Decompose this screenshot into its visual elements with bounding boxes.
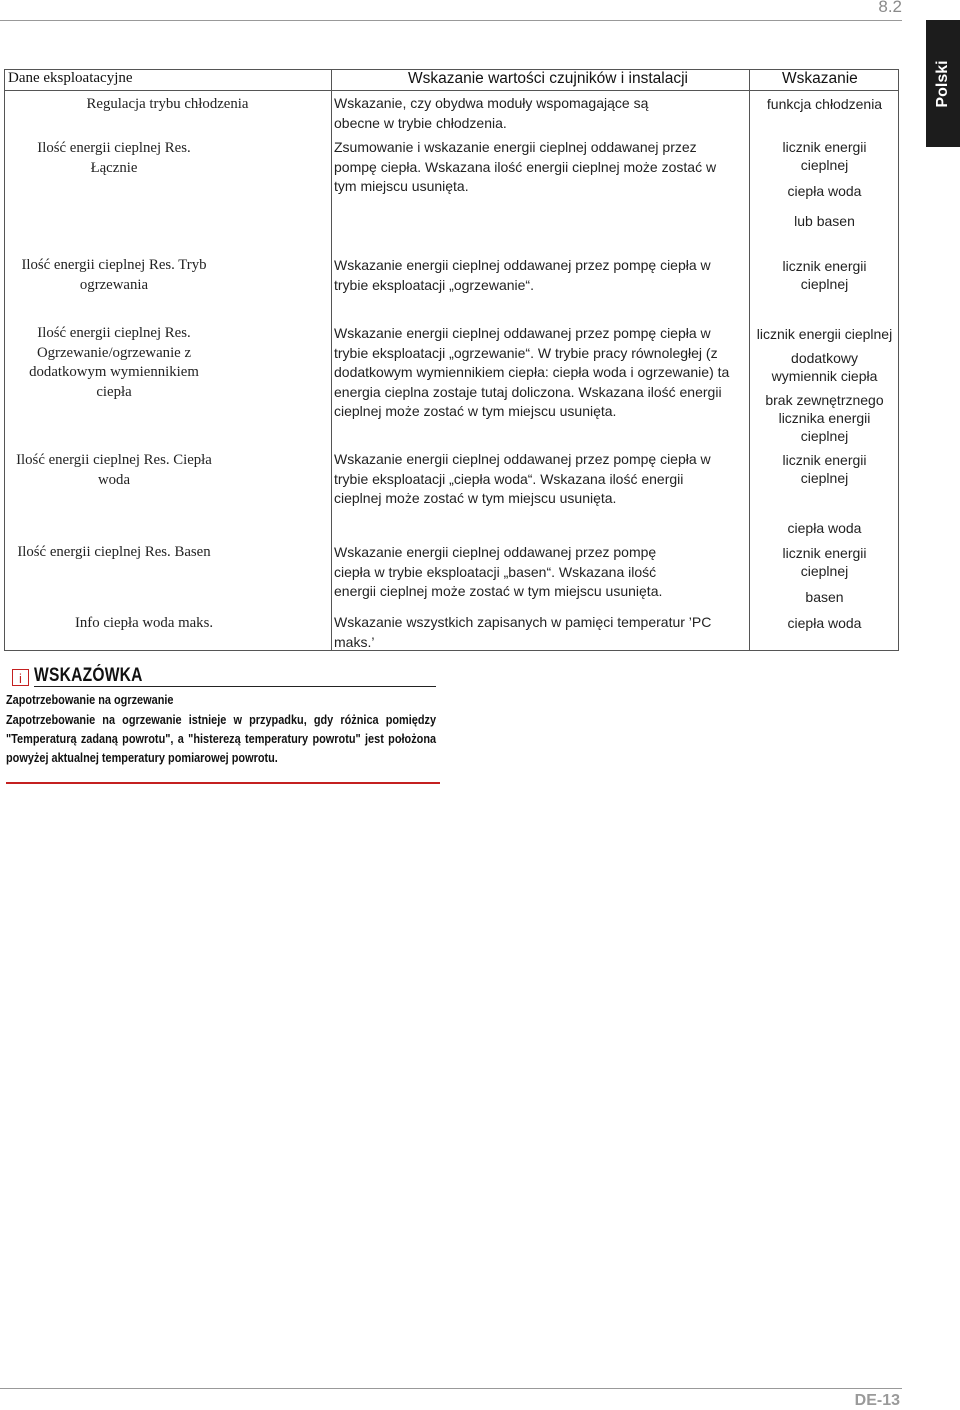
language-tab	[926, 20, 960, 147]
row-label: Info ciepła woda maks.	[74, 615, 214, 631]
note-subtitle: Zapotrzebowanie na ogrzewanie	[6, 692, 174, 707]
row-description: Zsumowanie i wskazanie energii cieplnej oddawanej przez pompę ciepła. Wskazana ilość energii cieplnej może zostać w tym miejscu usunięta.	[334, 139, 717, 194]
row-indication	[750, 451, 899, 537]
row-label: Ilość energii cieplnej Res. Łącznie	[37, 140, 191, 176]
indication-text: dodatkowy wymiennik ciepła	[771, 350, 878, 384]
row-label: Ilość energii cieplnej Res. Ciepła woda	[16, 452, 212, 488]
indication-text: brak zewnętrznego licznika energii cieplnej	[765, 392, 884, 444]
row-label: Ilość energii cieplnej Res. Basen	[17, 544, 211, 560]
note-body: Zapotrzebowanie na ogrzewanie istnieje w przypadku, gdy różnica pomiędzy "Temperaturą zadaną powrotu", a "histerezą temperatury powrotu" jest położona powyżej aktualnej temperatury pomiarowej powrotu.	[6, 712, 437, 765]
indication-text: basen	[805, 589, 844, 605]
column-header-data: Dane eksploatacyjne	[8, 70, 133, 86]
note-box	[6, 664, 437, 765]
row-label: Ilość energii cieplnej Res. Ogrzewanie/ogrzewanie z dodatkowym wymiennikiem ciepła	[29, 325, 199, 400]
column-header-indication: Wskazanie	[782, 70, 858, 87]
indication-text: licznik energii cieplnej	[756, 326, 893, 342]
indication-text: lub basen	[794, 213, 855, 229]
row-indication	[750, 95, 899, 113]
note-end-rule	[6, 782, 440, 784]
indication-text: licznik energii cieplnej	[782, 452, 867, 486]
indication-text: ciepła woda	[787, 183, 862, 199]
row-indication	[750, 325, 899, 445]
header-divider	[5, 90, 898, 91]
indication-text: licznik energii cieplnej	[782, 545, 867, 579]
indication-text: funkcja chłodzenia	[766, 96, 883, 112]
indication-text: ciepła woda	[787, 520, 862, 536]
row-description: Wskazanie wszystkich zapisanych w pamięci temperatur ’PC maks.’	[334, 614, 712, 650]
column-header-sensors: Wskazanie wartości czujników i instalacji	[408, 70, 688, 87]
column-divider	[331, 70, 332, 650]
row-description: Wskazanie energii cieplnej oddawanej przez pompę ciepła w trybie eksploatacji „basen“. Wskazana ilość energii cieplnej może zostać w tym miejscu usunięta.	[334, 544, 663, 599]
header-rule	[0, 20, 902, 21]
row-indication	[750, 544, 899, 606]
info-icon: i	[12, 669, 29, 686]
note-title: WSKAZÓWKA	[34, 665, 143, 686]
row-description: Wskazanie energii cieplnej oddawanej przez pompę ciepła w trybie eksploatacji „ogrzewanie“. W trybie pracy równoległej (z dodatkowym wymiennikiem ciepła: ciepła woda i ogrzewanie) ta energia cieplna zostaje tutaj doliczona. Wskazana ilość energii cieplnej może zostać w tym miejscu usunięta.	[334, 325, 730, 419]
row-indication	[750, 614, 899, 632]
footer-rule	[0, 1388, 902, 1389]
indication-text: licznik energii cieplnej	[782, 139, 867, 173]
language-tab-label: Polski	[934, 59, 951, 108]
section-number: 8.2	[878, 0, 902, 16]
row-label: Ilość energii cieplnej Res. Tryb ogrzewania	[21, 257, 207, 293]
indication-text: licznik energii cieplnej	[782, 258, 867, 292]
row-description: Wskazanie, czy obydwa moduły wspomagające są obecne w trybie chłodzenia.	[334, 95, 649, 131]
page-number: DE-13	[854, 1392, 900, 1409]
row-indication	[750, 138, 899, 230]
note-title-rule	[34, 686, 436, 687]
row-description: Wskazanie energii cieplnej oddawanej przez pompę ciepła w trybie eksploatacji „ogrzewanie“.	[334, 257, 711, 293]
row-description: Wskazanie energii cieplnej oddawanej przez pompę ciepła w trybie eksploatacji „ciepła woda“. Wskazana ilość energii cieplnej może zostać w tym miejscu usunięta.	[334, 451, 711, 506]
indication-text: ciepła woda	[787, 615, 862, 631]
row-label: Regulacja trybu chłodzenia	[86, 96, 249, 112]
row-indication	[750, 257, 899, 293]
